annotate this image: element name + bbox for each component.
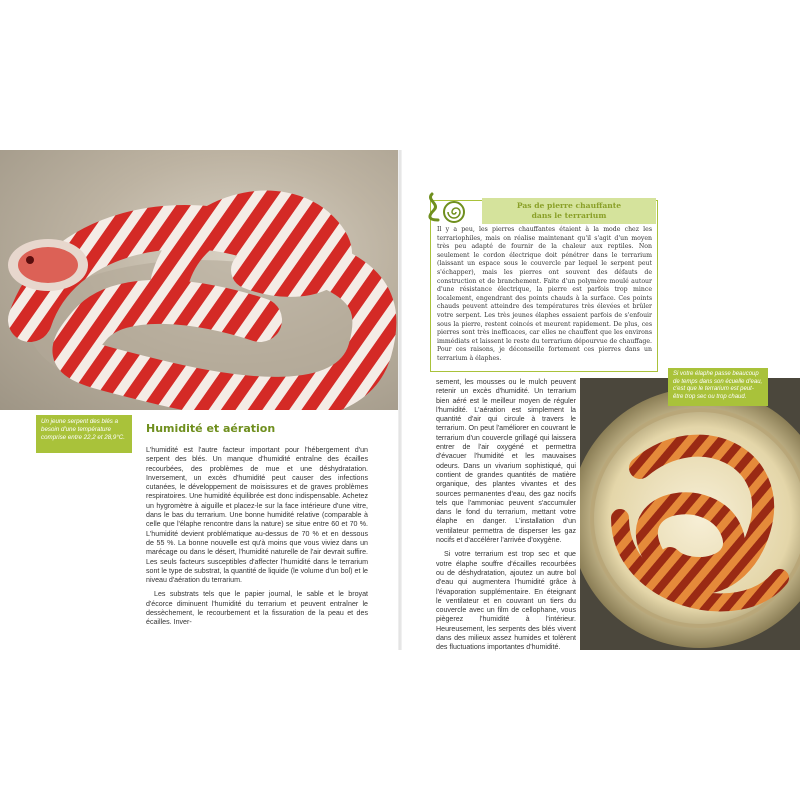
sidebar-box-title bbox=[482, 198, 656, 224]
text-column-right bbox=[436, 378, 576, 658]
sidebar-title-line2: dans le terrarium bbox=[531, 211, 607, 220]
sidebar-title-line1: Pas de pierre chauffante bbox=[516, 201, 622, 210]
section-title: Humidité et aération bbox=[146, 422, 276, 435]
sidebar-box-text: Il y a peu, les pierres chauffantes étaient à la mode chez les terrariophiles, mais on réalise maintenant qu'il s'agit d'un moyen très peu adapté de fournir de la chaleur aux reptiles. Non seulement le cordon électrique doit pénétrer dans le terrarium (laissant un espace sous le couvercle par lequel le serpent peut s'échapper), mais les pierres ont souvent des défauts de construction et de branchement. Faite d'un polymère moulé autour d'une résistance électrique, la pierre est parfois trop mince localement, engendrant des points chauds à la surface. Ces points chauds peuvent atteindre des températures très élevées et brûler votre serpent. Les très jeunes élaphes essaient parfois de s'enfouir sous la pierre, restent coincés et meurent rapidement. De plus, ces pierres sont très inefficaces, car elles ne chauffent que les environs immédiats et laissent le reste du terrarium dépourvue de chauffage. Pour ces raisons, je déconseille fortement ces pierres dans un terrarium à élaphes. bbox=[437, 226, 652, 362]
paragraph: L'humidité est l'autre facteur important pour l'hébergement d'un serpent des blés. Un manque d'humidité entraîne des écailles recourbées, des problèmes de mue et une déshydratation. Inversement, un excès d'humidité peut causer des infections cutanées, le développement de moisissures et de graves problèmes respiratoires. Une humidité équilibrée est donc indispensable. Achetez un hygromètre à aiguille et placez-le sur la face intérieure d'une vitre, dans le bas du terrarium. Une bonne humidité relative (comparable à celle que l'élaphe rencontre dans la nature) se situe entre 60 et 70 %. L'humidité devient problématique au-dessus de 70 % et en dessous de 55 %. La bonne nouvelle est qu'à moins que vous viviez dans un marécage ou dans le désert, l'humidité naturelle de l'air devrait suffire. Les seuls facteurs susceptibles d'affecter l'humidité dans le terrarium sont le type de substrat, la quantité de liquide (le volume d'un bol) et le niveau d'aération du terrarium. bbox=[146, 446, 368, 585]
caption-left: Un jeune serpent des blés a besoin d'une température comprise entre 22,2 et 28,9°C. bbox=[36, 415, 132, 453]
caption-right: Si votre élaphe passe beaucoup de temps dans son écuelle d'eau, c'est que le terrarium est peut-être trop sec ou trop chaud. bbox=[668, 368, 768, 406]
book-spine bbox=[398, 150, 402, 650]
paragraph: Si votre terrarium est trop sec et que votre élaphe souffre d'écailles recourbées ou de déshydratation, ajoutez un autre bol d'eau qui augmentera l'humidité grâce à l'évaporation supplémentaire. En éteignant le ventilateur et en couvrant un tiers du couvercle avec un film de cellophane, vous piègerez l'humidité à l'intérieur. Heureusement, les serpents des blés vivent dans des milieux assez humides et tolèrent des fluctuations importantes d'humidité. bbox=[436, 550, 576, 652]
text-column-left bbox=[146, 446, 368, 633]
photo-corn-snake-red bbox=[0, 150, 398, 410]
book-spread bbox=[0, 150, 800, 650]
paragraph: Les substrats tels que le papier journal, le sable et le broyat d'écorce diminuent l'humidité du terrarium et peuvent entraîner le dessèchement, le recourbement et la fissuration de la peau et des écailles. Inver- bbox=[146, 590, 368, 627]
paragraph: sement, les mousses ou le mulch peuvent retenir un excès d'humidité. Un terrarium bien aéré est le meilleur moyen de réguler l'humidité. L'aération est simplement la quantité d'air qui circule à travers le terrarium. On peut l'améliorer en couvrant le terrarium d'un couvercle grillagé qui laissera entrer de l'air oxygéné et permettra d'évacuer l'humidité et les mauvaises odeurs. Dans un vivarium sophistiqué, qui contient de grandes quantités de matière organique, des plantes vivantes et des sources permanentes d'eau, des gaz nocifs tels que l'ammoniac peuvent s'accumuler dans le fond du terrarium, mettant votre élaphe en danger. L'installation d'un ventilateur permettra de disperser les gaz nocifs et d'accélérer l'arrivée d'oxygène. bbox=[436, 378, 576, 545]
photo-corn-snake-bowl bbox=[580, 378, 800, 650]
snake-icon bbox=[424, 190, 468, 226]
